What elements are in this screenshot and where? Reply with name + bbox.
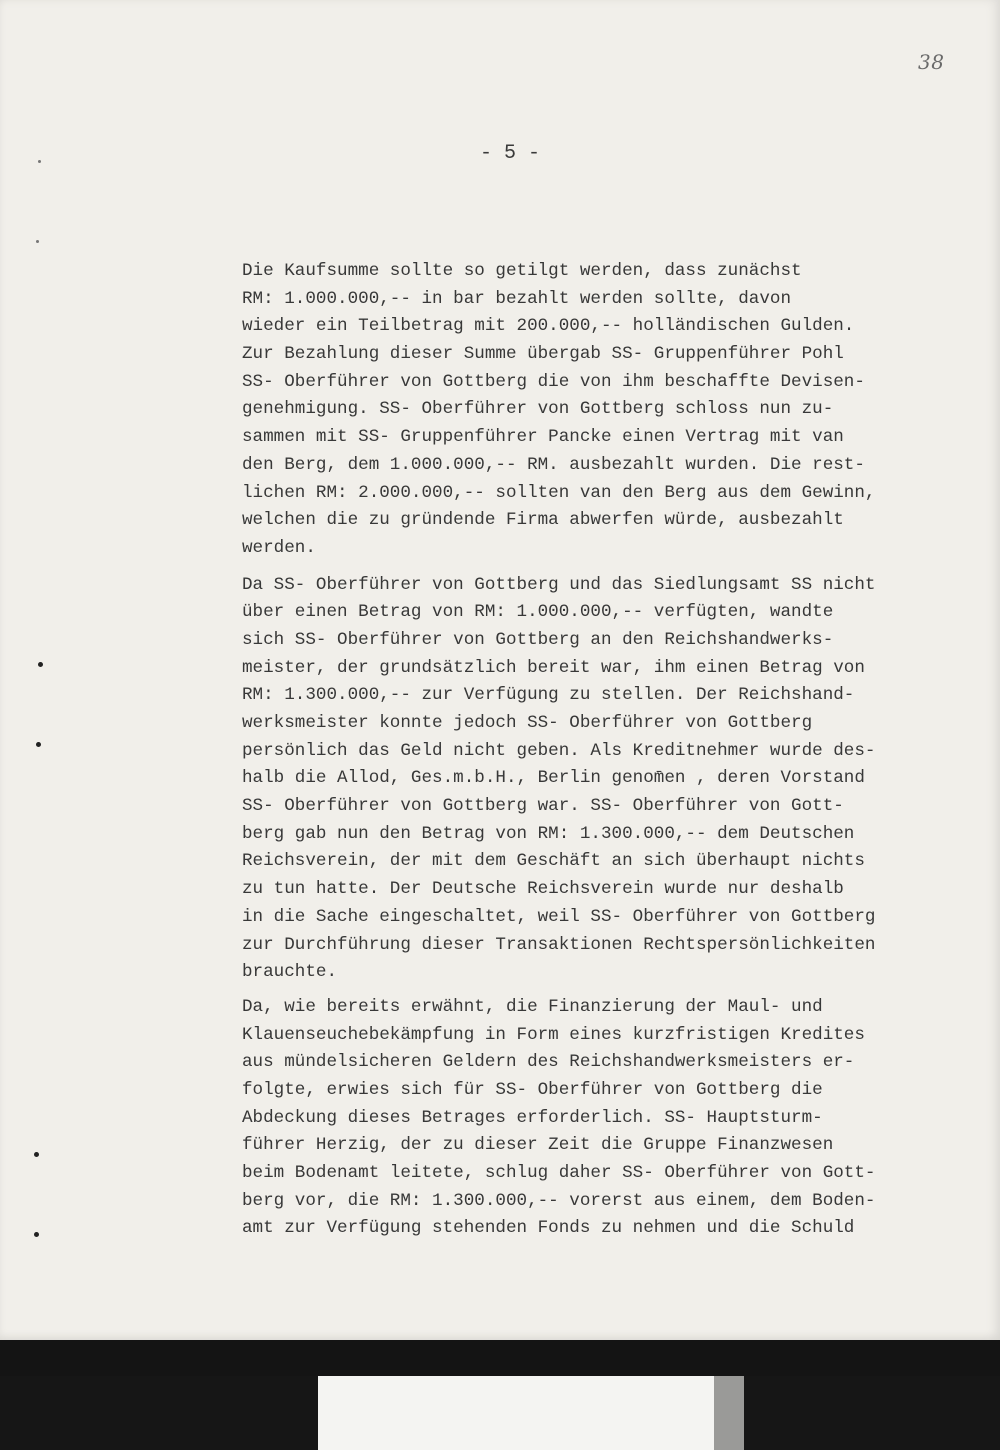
- text-line: über einen Betrag von RM: 1.000.000,-- verfügten, wandte: [242, 602, 834, 623]
- text-line: sammen mit SS- Gruppenführer Pancke einen Vertrag mit van: [242, 427, 844, 448]
- margin-mark: [38, 662, 43, 667]
- text-line: aus mündelsicheren Geldern des Reichshandwerksmeisters er-: [242, 1052, 855, 1073]
- paragraph: [242, 572, 972, 987]
- text-line: genehmigung. SS- Oberführer von Gottberg schloss nun zu-: [242, 399, 834, 420]
- text-line: Abdeckung dieses Betrages erforderlich. SS- Hauptsturm-: [242, 1107, 823, 1128]
- text-line: Reichsverein, der mit dem Geschäft an sich überhaupt nichts: [242, 851, 865, 872]
- text-line: meister, der grundsätzlich bereit war, ihm einen Betrag von: [242, 657, 865, 678]
- text-line: brauchte.: [242, 962, 338, 983]
- text-line: sich SS- Oberführer von Gottberg an den Reichshandwerks-: [242, 629, 834, 650]
- text-line: Zur Bezahlung dieser Summe übergab SS- Gruppenführer Pohl: [242, 344, 844, 365]
- text-line: Da SS- Oberführer von Gottberg und das Siedlungsamt SS nicht: [242, 574, 876, 595]
- paragraph: [242, 258, 972, 563]
- text-line: RM: 1.300.000,-- zur Verfügung zu stellen. Der Reichshand-: [242, 685, 855, 706]
- text-line: SS- Oberführer von Gottberg war. SS- Oberführer von Gott-: [242, 796, 844, 817]
- text-line: persönlich das Geld nicht geben. Als Kreditnehmer wurde des-: [242, 740, 876, 761]
- text-line: Die Kaufsumme sollte so getilgt werden, dass zunächst: [242, 261, 802, 281]
- text-line: folgte, erwies sich für SS- Oberführer von Gottberg die: [242, 1079, 823, 1100]
- text-line: amt zur Verfügung stehenden Fonds zu nehmen und die Schuld: [242, 1218, 855, 1239]
- margin-mark: [34, 1152, 39, 1157]
- text-line: berg vor, die RM: 1.300.000,-- vorerst aus einem, dem Boden-: [242, 1190, 876, 1211]
- margin-mark: [36, 240, 39, 243]
- page-number: - 5 -: [479, 142, 540, 165]
- text-line: Da, wie bereits erwähnt, die Finanzierung der Maul- und: [242, 996, 823, 1017]
- text-line: führer Herzig, der zu dieser Zeit die Gruppe Finanzwesen: [242, 1135, 834, 1156]
- text-line: Klauenseuchebekämpfung in Form eines kurzfristigen Kredites: [242, 1024, 865, 1045]
- next-page-edge: [318, 1376, 714, 1450]
- scanner-background: [0, 1340, 1000, 1376]
- text-line: SS- Oberführer von Gottberg die von ihm beschaffte Devisen-: [242, 371, 865, 392]
- text-line: welchen die zu gründende Firma abwerfen würde, ausbezahlt: [242, 510, 844, 531]
- text-line: zur Durchführung dieser Transaktionen Rechtspersönlichkeiten: [242, 934, 876, 955]
- text-line: in die Sache eingeschaltet, weil SS- Oberführer von Gottberg: [242, 906, 876, 927]
- text-line: beim Bodenamt leitete, schlug daher SS- Oberführer von Gott-: [242, 1163, 876, 1183]
- paragraph: [242, 994, 972, 1243]
- margin-mark: [36, 742, 41, 747]
- text-line: halb die Allod, Ges.m.b.H., Berlin genom̄en , deren Vorstand: [242, 768, 865, 789]
- text-line: werden.: [242, 537, 316, 558]
- text-line: wieder ein Teilbetrag mit 200.000,-- holländischen Gulden.: [242, 316, 855, 337]
- margin-mark: [38, 160, 41, 163]
- text-line: berg gab nun den Betrag von RM: 1.300.000,-- dem Deutschen: [242, 823, 855, 844]
- text-line: werksmeister konnte jedoch SS- Oberführer von Gottberg: [242, 713, 813, 733]
- page-edge-shadow: [714, 1376, 744, 1450]
- text-line: RM: 1.000.000,-- in bar bezahlt werden sollte, davon: [242, 288, 792, 309]
- margin-mark: [34, 1232, 39, 1237]
- body-text: [242, 258, 972, 1252]
- text-line: lichen RM: 2.000.000,-- sollten van den Berg aus dem Gewinn,: [242, 482, 876, 503]
- text-line: den Berg, dem 1.000.000,-- RM. ausbezahlt wurden. Die rest-: [242, 454, 865, 475]
- handwritten-folio-number: 38: [918, 50, 945, 74]
- text-line: zu tun hatte. Der Deutsche Reichsverein wurde nur deshalb: [242, 879, 844, 900]
